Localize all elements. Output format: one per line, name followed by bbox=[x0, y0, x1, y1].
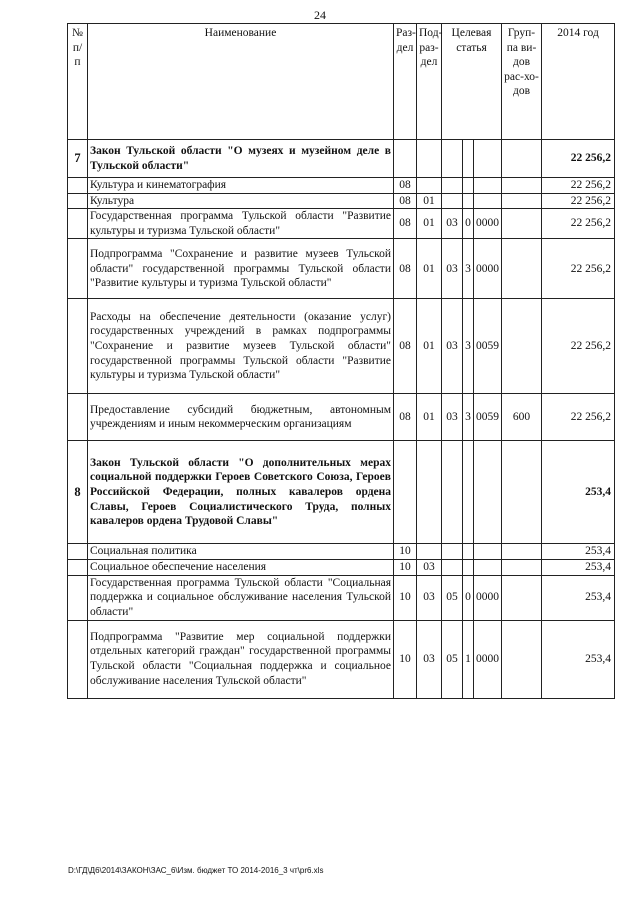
row-target-program bbox=[442, 559, 463, 575]
row-amount-2014: 22 256,2 bbox=[542, 178, 615, 194]
row-expense-group bbox=[502, 140, 542, 178]
row-name: Социальное обеспечение населения bbox=[88, 559, 394, 575]
row-expense-group bbox=[502, 559, 542, 575]
header-name: Наименование bbox=[88, 24, 394, 140]
row-amount-2014: 253,4 bbox=[542, 544, 615, 560]
row-number bbox=[68, 299, 88, 394]
header-razdel: Раз-дел bbox=[394, 24, 417, 140]
row-target-program: 03 bbox=[442, 239, 463, 299]
row-number bbox=[68, 239, 88, 299]
row-target-program: 03 bbox=[442, 299, 463, 394]
row-target-subprogram bbox=[463, 559, 474, 575]
row-razdel: 08 bbox=[394, 178, 417, 194]
row-amount-2014: 22 256,2 bbox=[542, 239, 615, 299]
row-target-code bbox=[474, 441, 502, 544]
row-target-program: 05 bbox=[442, 620, 463, 698]
row-number bbox=[68, 559, 88, 575]
row-target-program bbox=[442, 544, 463, 560]
row-target-subprogram: 1 bbox=[463, 620, 474, 698]
row-expense-group bbox=[502, 299, 542, 394]
row-target-code: 0059 bbox=[474, 299, 502, 394]
row-target-program: 03 bbox=[442, 394, 463, 441]
row-podrazdel: 01 bbox=[417, 209, 442, 239]
row-razdel: 10 bbox=[394, 620, 417, 698]
table-row bbox=[68, 178, 615, 194]
row-podrazdel: 01 bbox=[417, 193, 442, 209]
header-target: Целевая статья bbox=[442, 24, 502, 140]
row-target-subprogram bbox=[463, 140, 474, 178]
row-name: Подпрограмма "Сохранение и развитие музеев Тульской области" государственной программы Тульской области "Развитие культуры и туризма Тульской области" bbox=[88, 239, 394, 299]
row-number: 7 bbox=[68, 140, 88, 178]
row-number bbox=[68, 394, 88, 441]
row-podrazdel: 01 bbox=[417, 299, 442, 394]
header-num: № п/п bbox=[68, 24, 88, 140]
budget-table bbox=[67, 23, 615, 699]
row-expense-group bbox=[502, 178, 542, 194]
row-razdel: 08 bbox=[394, 394, 417, 441]
table-row bbox=[68, 140, 615, 178]
row-target-code bbox=[474, 178, 502, 194]
row-amount-2014: 22 256,2 bbox=[542, 193, 615, 209]
row-target-code bbox=[474, 193, 502, 209]
row-amount-2014: 253,4 bbox=[542, 441, 615, 544]
row-razdel: 08 bbox=[394, 239, 417, 299]
row-name: Государственная программа Тульской области "Развитие культуры и туризма Тульской области" bbox=[88, 209, 394, 239]
row-expense-group: 600 bbox=[502, 394, 542, 441]
row-target-code: 0059 bbox=[474, 394, 502, 441]
row-target-program: 03 bbox=[442, 209, 463, 239]
table-row bbox=[68, 620, 615, 698]
table-row bbox=[68, 193, 615, 209]
row-target-subprogram bbox=[463, 441, 474, 544]
row-number bbox=[68, 575, 88, 620]
page-number: 24 bbox=[314, 8, 326, 22]
row-podrazdel bbox=[417, 178, 442, 194]
row-expense-group bbox=[502, 441, 542, 544]
row-target-code: 0000 bbox=[474, 620, 502, 698]
row-target-program bbox=[442, 178, 463, 194]
row-target-subprogram: 3 bbox=[463, 299, 474, 394]
row-target-code: 0000 bbox=[474, 239, 502, 299]
row-target-program: 05 bbox=[442, 575, 463, 620]
row-amount-2014: 22 256,2 bbox=[542, 209, 615, 239]
row-number: 8 bbox=[68, 441, 88, 544]
row-target-code bbox=[474, 544, 502, 560]
row-razdel: 08 bbox=[394, 209, 417, 239]
row-target-code bbox=[474, 140, 502, 178]
table-row bbox=[68, 239, 615, 299]
row-expense-group bbox=[502, 575, 542, 620]
row-name: Подпрограмма "Развитие мер социальной поддержки отдельных категорий граждан" государственной программы Тульской области "Социальная поддержка и социальное обслуживание населения Тульской области" bbox=[88, 620, 394, 698]
row-target-program bbox=[442, 193, 463, 209]
row-target-code: 0000 bbox=[474, 575, 502, 620]
row-target-subprogram: 3 bbox=[463, 239, 474, 299]
row-number bbox=[68, 209, 88, 239]
row-podrazdel bbox=[417, 441, 442, 544]
row-name: Расходы на обеспечение деятельности (оказание услуг) государственных учреждений в рамках подпрограммы "Сохранение и развитие музеев Тульской области" государственной программы Тульской области "Развитие культуры и туризма Тульской области" bbox=[88, 299, 394, 394]
row-target-code: 0000 bbox=[474, 209, 502, 239]
row-target-subprogram bbox=[463, 193, 474, 209]
row-target-program bbox=[442, 441, 463, 544]
row-podrazdel bbox=[417, 140, 442, 178]
row-name: Закон Тульской области "О дополнительных мерах социальной поддержки Героев Советского Союза, Героев Российской Федерации, полных кавалеров ордена Славы, Героев Социалистического Труда, полных кавалеров ордена Трудовой Славы" bbox=[88, 441, 394, 544]
row-razdel: 10 bbox=[394, 559, 417, 575]
row-name: Закон Тульской области "О музеях и музейном деле в Тульской области" bbox=[88, 140, 394, 178]
row-razdel: 08 bbox=[394, 299, 417, 394]
row-podrazdel bbox=[417, 544, 442, 560]
header-group: Груп-па ви-дов рас-хо-дов bbox=[502, 24, 542, 140]
row-target-subprogram: 0 bbox=[463, 209, 474, 239]
table-row bbox=[68, 544, 615, 560]
row-target-subprogram: 3 bbox=[463, 394, 474, 441]
row-name: Культура bbox=[88, 193, 394, 209]
row-razdel: 10 bbox=[394, 544, 417, 560]
row-podrazdel: 01 bbox=[417, 239, 442, 299]
row-expense-group bbox=[502, 620, 542, 698]
row-podrazdel: 03 bbox=[417, 575, 442, 620]
row-amount-2014: 22 256,2 bbox=[542, 394, 615, 441]
row-amount-2014: 253,4 bbox=[542, 620, 615, 698]
table-row bbox=[68, 559, 615, 575]
header-podrazdel: Под-раз-дел bbox=[417, 24, 442, 140]
table-row bbox=[68, 394, 615, 441]
row-amount-2014: 22 256,2 bbox=[542, 140, 615, 178]
row-amount-2014: 253,4 bbox=[542, 559, 615, 575]
row-razdel bbox=[394, 441, 417, 544]
header-row bbox=[68, 24, 615, 140]
row-expense-group bbox=[502, 544, 542, 560]
row-razdel bbox=[394, 140, 417, 178]
row-amount-2014: 253,4 bbox=[542, 575, 615, 620]
row-podrazdel: 01 bbox=[417, 394, 442, 441]
table-row bbox=[68, 299, 615, 394]
row-name: Культура и кинематография bbox=[88, 178, 394, 194]
header-year: 2014 год bbox=[542, 24, 615, 140]
row-target-subprogram bbox=[463, 544, 474, 560]
row-target-subprogram bbox=[463, 178, 474, 194]
row-podrazdel: 03 bbox=[417, 559, 442, 575]
row-number bbox=[68, 193, 88, 209]
row-target-code bbox=[474, 559, 502, 575]
table-row bbox=[68, 441, 615, 544]
row-razdel: 08 bbox=[394, 193, 417, 209]
file-path-footer: D:\ГД\Д6\2014\ЗАКОН\ЗАС_6\Изм. бюджет ТО 2014-2016_3 чт\pr6.xls bbox=[68, 866, 324, 875]
row-number bbox=[68, 178, 88, 194]
row-target-subprogram: 0 bbox=[463, 575, 474, 620]
row-razdel: 10 bbox=[394, 575, 417, 620]
row-number bbox=[68, 544, 88, 560]
row-expense-group bbox=[502, 209, 542, 239]
row-number bbox=[68, 620, 88, 698]
table-row bbox=[68, 575, 615, 620]
row-name: Социальная политика bbox=[88, 544, 394, 560]
row-target-program bbox=[442, 140, 463, 178]
row-podrazdel: 03 bbox=[417, 620, 442, 698]
row-expense-group bbox=[502, 239, 542, 299]
row-name: Предоставление субсидий бюджетным, автономным учреждениям и иным некоммерческим организациям bbox=[88, 394, 394, 441]
row-amount-2014: 22 256,2 bbox=[542, 299, 615, 394]
row-name: Государственная программа Тульской области "Социальная поддержка и социальное обслуживание населения Тульской области" bbox=[88, 575, 394, 620]
row-expense-group bbox=[502, 193, 542, 209]
table-row bbox=[68, 209, 615, 239]
